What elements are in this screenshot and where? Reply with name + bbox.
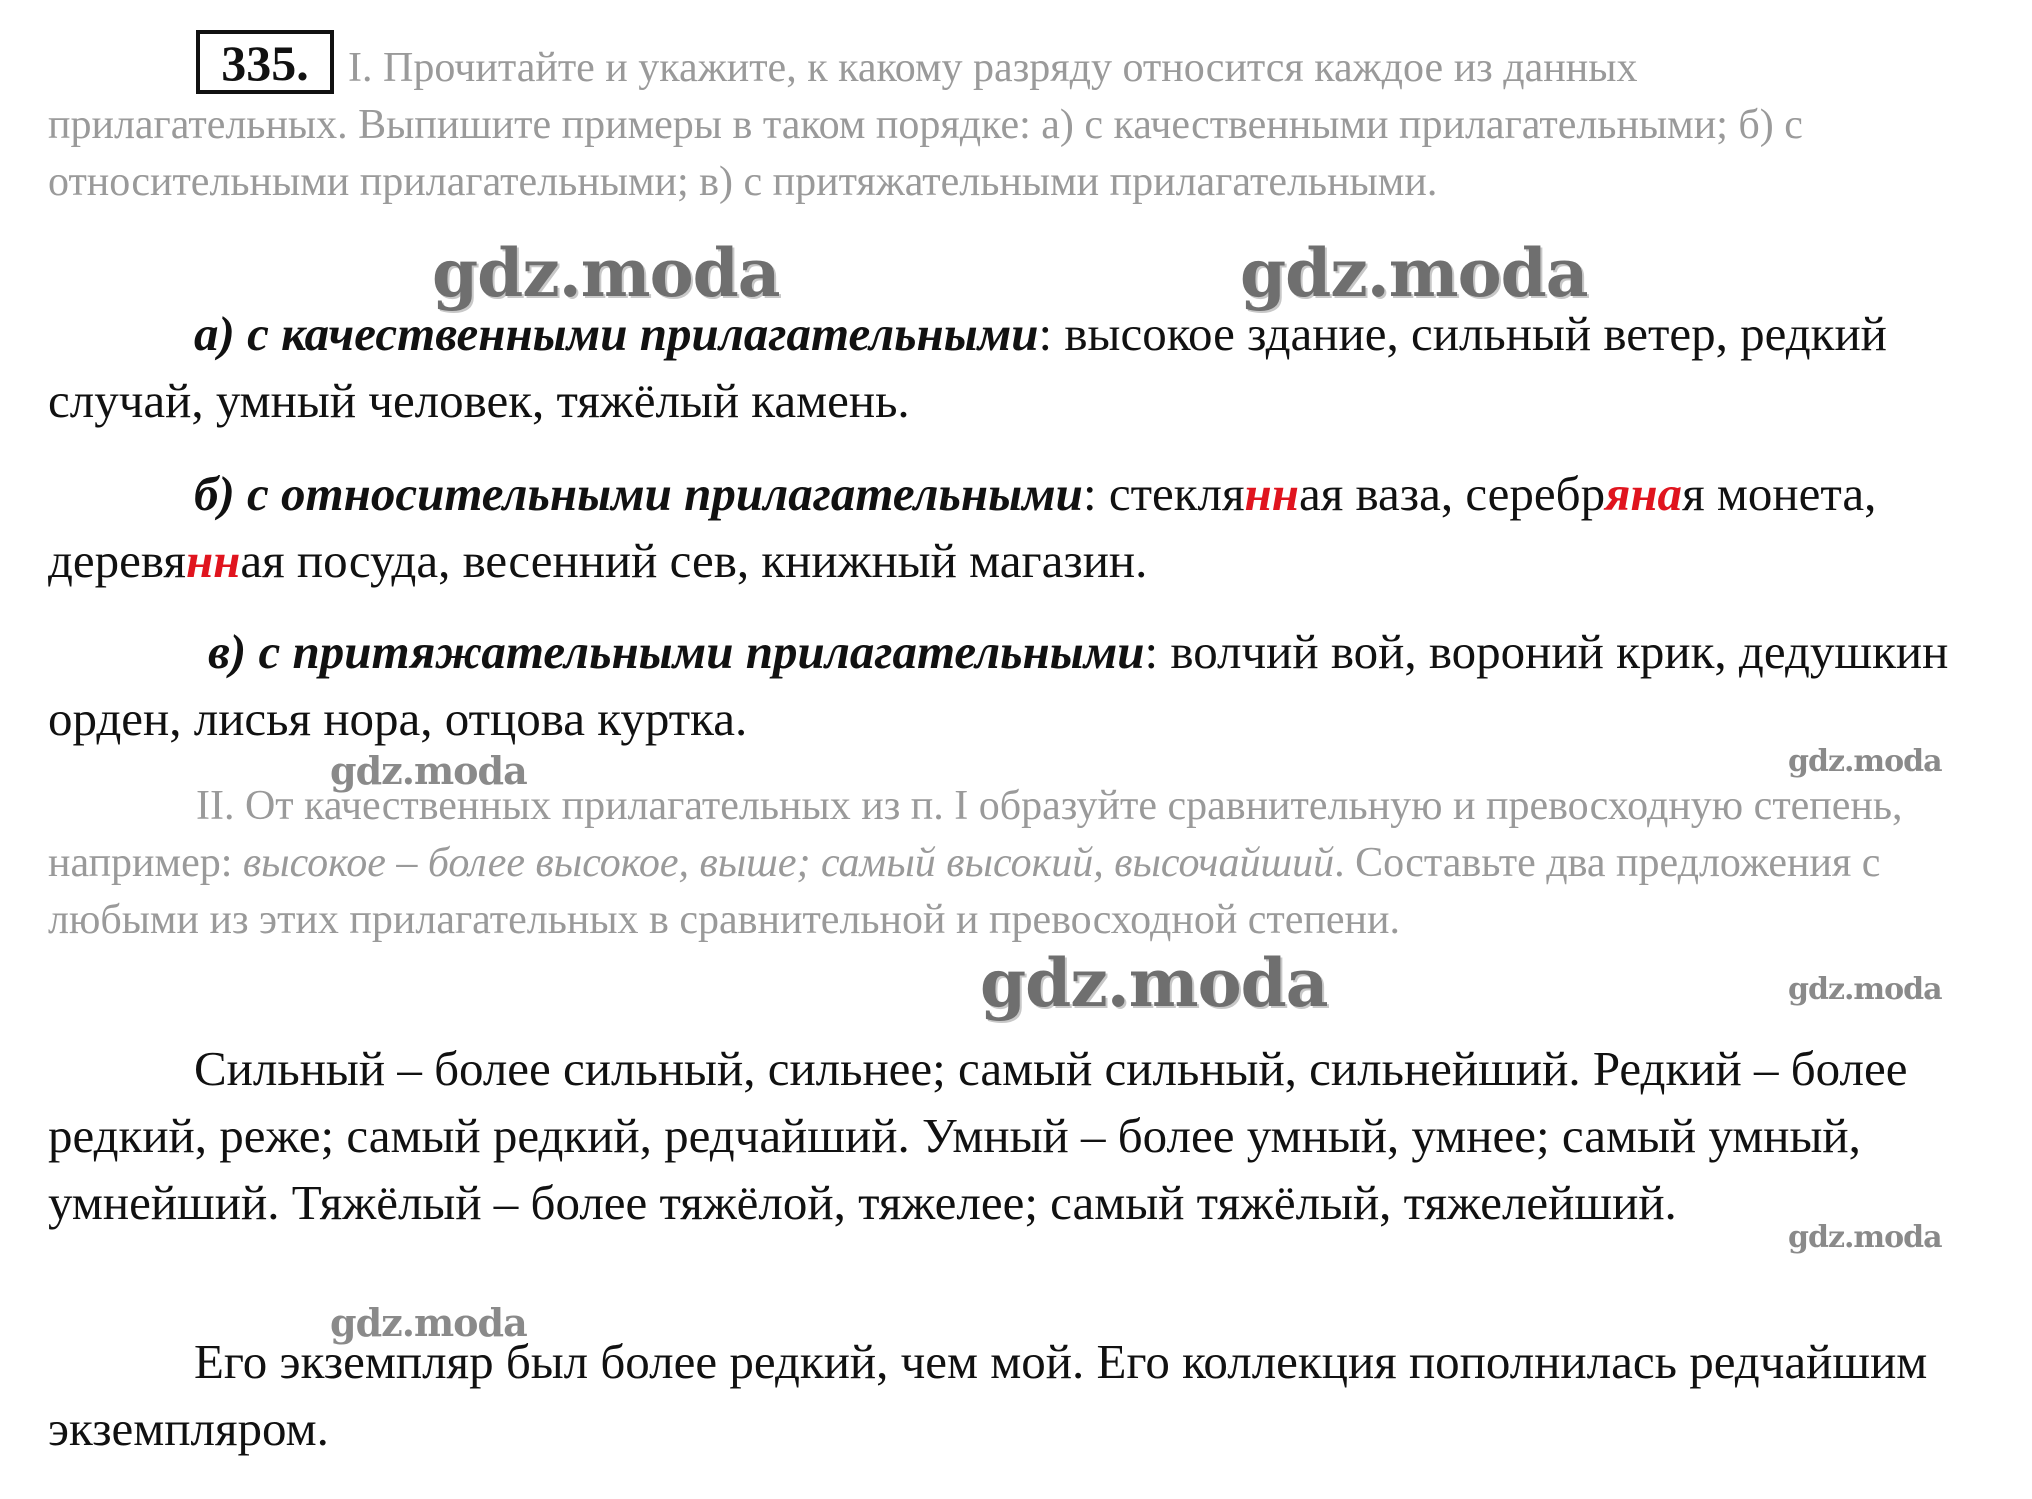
- answer-b-text-1: : стекля: [1082, 466, 1245, 521]
- task-2-example: высокое – более высокое, выше; самый высокий, высочайший: [242, 840, 1335, 886]
- answer-comparison: Сильный – более сильный, сильнее; самый сильный, сильнейший. Редкий – более редкий, реже; самый редкий, редчайший. Умный – более умный, умнее; самый умный, умнейший. Тяжёлый – более тяжёлой, тяжелее; самый тяжёлый, тяжелейший.: [48, 1041, 1908, 1230]
- answer-b-highlight-1: нн: [1244, 466, 1299, 521]
- answer-b-text-3: я монета, деревя: [48, 466, 1877, 588]
- task-2-intro: II. От качественных прилагательных из п. I образуйте сравнительную и превосходную степень, например:: [48, 783, 1903, 886]
- answer-b-highlight-3: нн: [185, 533, 241, 588]
- answer-b-text-2: ая ваза, серебр: [1298, 466, 1606, 521]
- watermark: gdz.moda: [330, 748, 527, 793]
- watermark: gdz.moda: [330, 1300, 527, 1345]
- watermark: gdz.moda: [1240, 234, 1588, 312]
- task-2-text: [48, 778, 1928, 949]
- answer-c-label: в) с притяжательными прилагательными: [208, 624, 1145, 679]
- watermark: gdz.moda: [980, 944, 1328, 1022]
- answer-b: [48, 460, 1988, 594]
- answer-b-label: б) с относительными прилагательными: [194, 466, 1083, 521]
- task-1-text: I. Прочитайте и укажите, к какому разряду относится каждое из данных прилагательных. Выпишите примеры в таком порядке: а) с качественными прилагательными; б) с относительными прилагательными; в) с притяжательными прилагательными.: [48, 45, 1803, 205]
- watermark: gdz.moda: [1788, 744, 1942, 779]
- answer-a-label: а) с качественными прилагательными: [194, 306, 1039, 361]
- answer-c-text: : волчий вой, вороний крик, дедушкин орден, лисья нора, отцова куртка.: [48, 624, 1949, 746]
- answer-a: [48, 300, 1988, 434]
- task-2-instruction: . Составьте два предложения с любыми из этих прилагательных в сравнительной и превосходной степени.: [48, 840, 1881, 943]
- answer-c: [48, 618, 1988, 752]
- answer-b-text-4: ая посуда, весенний сев, книжный магазин.: [240, 533, 1148, 588]
- answer-a-text: : высокое здание, сильный ветер, редкий случай, умный человек, тяжёлый камень.: [48, 306, 1887, 428]
- answer-sentences: Его экземпляр был более редкий, чем мой. Его коллекция пополнилась редчайшим экземпляром.: [48, 1334, 1928, 1456]
- watermark: gdz.moda: [1788, 1220, 1942, 1255]
- watermark: gdz.moda: [432, 234, 780, 312]
- exercise-number: 335.: [196, 30, 334, 94]
- watermark: gdz.moda: [1788, 972, 1942, 1007]
- answer-b-highlight-2: яна: [1605, 466, 1683, 521]
